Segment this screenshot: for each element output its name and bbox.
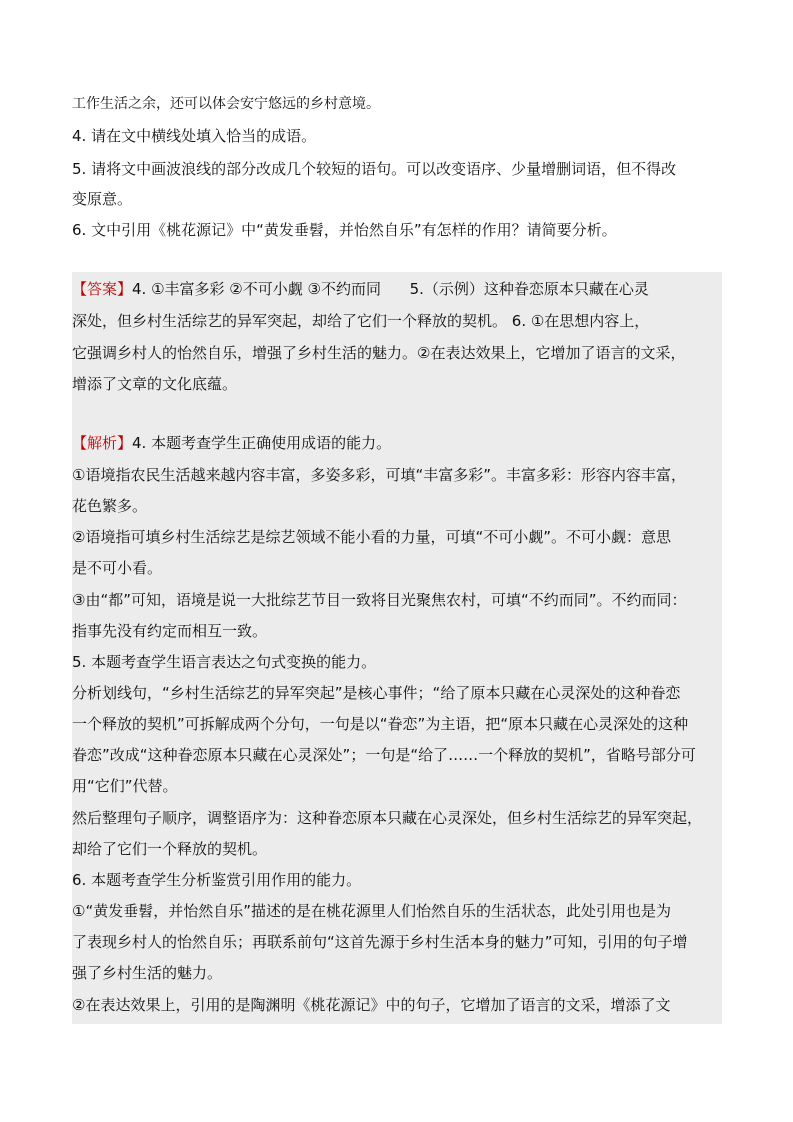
analysis-line: 眷恋”改成“这种眷恋原本只藏在心灵深处”；一句是“给了……一个释放的契机”，省略号部分可 <box>72 746 696 764</box>
analysis-line: 6. 本题考查学生分析鉴赏引用作用的能力。 <box>72 871 362 889</box>
analysis-line-1 <box>72 428 722 458</box>
question-6: 6. 文中引用《桃花源记》中“黄发垂髫，并怡然自乐”有怎样的作用？请简要分析。 <box>72 221 617 239</box>
analysis-line: 5. 本题考查学生语言表达之句式变换的能力。 <box>72 653 377 671</box>
analysis-line: 强了乡村生活的魅力。 <box>72 964 223 982</box>
question-4: 4. 请在文中横线处填入恰当的成语。 <box>72 127 317 145</box>
analysis-line: 是不可小看。 <box>72 559 163 577</box>
analysis-line: 分析划线句，“乡村生活综艺的异军突起”是核心事件；“给了原本只藏在心灵深处的这种眷恋 <box>72 684 681 702</box>
analysis-line: ①“黄发垂髫，并怡然自乐”描述的是在桃花源里人们怡然自乐的生活状态，此处引用也是为 <box>72 902 671 920</box>
analysis-line: 指事先没有约定而相互一致。 <box>72 622 268 640</box>
answer-line-4: 增添了文章的文化底蕴。 <box>72 375 238 393</box>
question-5-line-1: 5. 请将文中画波浪线的部分改成几个较短的语句。可以改变语序、少量增删词语，但不得改 <box>72 160 677 178</box>
analysis-line: 花色繁多。 <box>72 497 148 515</box>
question-5-line-2: 变原意。 <box>72 190 133 208</box>
answer-text: 4. ①丰富多彩 ②不可小觑 ③不约而同 5.（示例）这种眷恋原本只藏在心灵 <box>132 280 649 298</box>
text-line: 工作生活之余，还可以体会安宁悠远的乡村意境。 <box>72 96 380 112</box>
answer-label: 【答案】 <box>72 280 133 298</box>
analysis-line: ②语境指可填乡村生活综艺是综艺领域不能小看的力量，可填“不可小觑”。不可小觑：意思 <box>72 528 671 546</box>
analysis-line: ③由“都”可知，语境是说一大批综艺节目一致将目光聚焦农村，可填“不约而同”。不约而同： <box>72 591 687 609</box>
analysis-text: 4. 本题考查学生正确使用成语的能力。 <box>132 434 392 452</box>
analysis-line: 却给了它们一个释放的契机。 <box>72 840 268 858</box>
analysis-label: 【解析】 <box>72 434 133 452</box>
answer-line-2: 深处，但乡村生活综艺的异军突起，却给了它们一个释放的契机。 6. ①在思想内容上， <box>72 312 650 330</box>
analysis-line: 然后整理句子顺序，调整语序为：这种眷恋原本只藏在心灵深处，但乡村生活综艺的异军突起， <box>72 809 703 827</box>
analysis-line: 用“它们”代替。 <box>72 777 178 795</box>
analysis-line: 了表现乡村人的怡然自乐；再联系前句“这首先源于乡村生活本身的魅力”可知，引用的句子增 <box>72 933 688 951</box>
analysis-line: ①语境指农民生活越来越内容丰富，多姿多彩，可填“丰富多彩”。丰富多彩：形容内容丰富， <box>72 466 686 484</box>
answer-line-3: 它强调乡村人的怡然自乐，增强了乡村生活的魅力。②在表达效果上，它增加了语言的文采， <box>72 344 686 362</box>
analysis-line: 一个释放的契机”可拆解成两个分句，一句是以“眷恋”为主语，把“原本只藏在心灵深处的这种 <box>72 715 689 733</box>
answer-line-1 <box>72 274 722 304</box>
analysis-line: ②在表达效果上，引用的是陶渊明《桃花源记》中的句子，它增加了语言的文采，增添了文 <box>72 996 671 1014</box>
